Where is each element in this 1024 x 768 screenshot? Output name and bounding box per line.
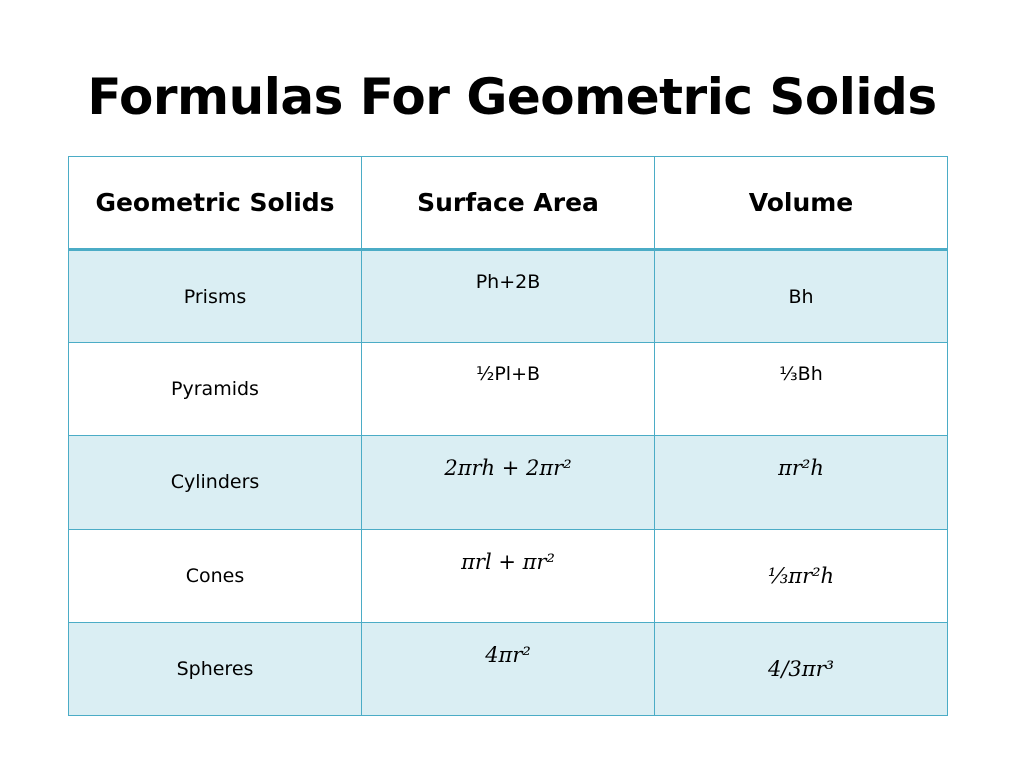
table-row [69,436,948,529]
column-header-surface-area: Surface Area [362,157,655,250]
solid-name-cell: Cones [69,529,362,622]
volume-cell [655,529,948,622]
table-row [69,343,948,436]
volume-cell: Bh [655,250,948,343]
formula-text: πrl + πr² [461,549,555,574]
solid-name-cell: Spheres [69,622,362,715]
table-row [69,622,948,715]
volume-cell: ⅓Bh [655,343,948,436]
formula-table [68,156,948,716]
column-header-solids: Geometric Solids [69,157,362,250]
surface-area-cell [362,622,655,715]
formula-text: ⅓πr²h [767,563,835,588]
volume-cell [655,436,948,529]
table-header-row [69,157,948,250]
surface-area-cell: Ph+2B [362,250,655,343]
formula-text: 4πr² [485,642,531,667]
solid-name-cell: Pyramids [69,343,362,436]
formula-text: 2πrh + 2πr² [444,456,572,481]
table-row [69,529,948,622]
surface-area-cell: ½Pl+B [362,343,655,436]
solid-name-cell: Prisms [69,250,362,343]
formula-text: πr²h [778,456,824,481]
solid-name-cell: Cylinders [69,436,362,529]
volume-cell [655,622,948,715]
column-header-volume: Volume [655,157,948,250]
page-title: Formulas For Geometric Solids [87,68,937,126]
surface-area-cell [362,436,655,529]
formula-text: 4/3πr³ [767,656,835,681]
table-row [69,250,948,343]
surface-area-cell [362,529,655,622]
